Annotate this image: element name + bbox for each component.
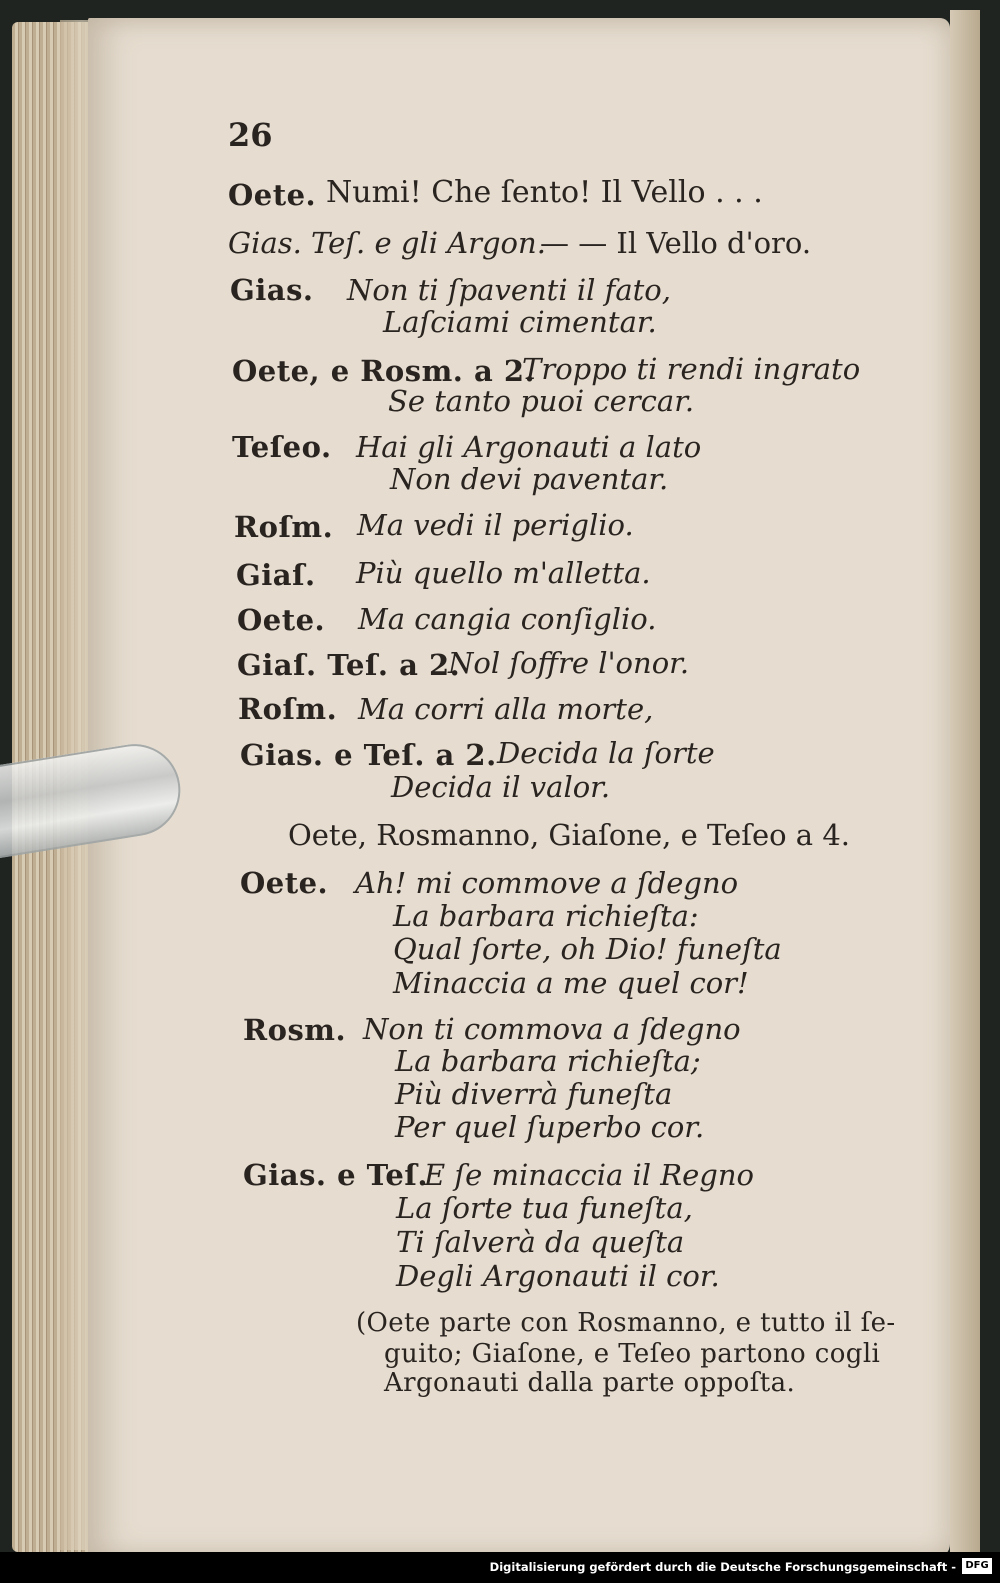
- footer-credit: Digitalisierung gefördert durch die Deutsche Forschungsgemeinschaft -: [489, 1560, 956, 1574]
- verse-line: Hai gli Argonauti a lato: [356, 430, 702, 464]
- speaker: Oete, e Rosm. a 2.: [232, 354, 536, 388]
- verse-line: Non devi paventar.: [390, 462, 669, 496]
- speaker: Gias.: [230, 273, 314, 307]
- facing-page-edge: [950, 10, 980, 1570]
- verse-line: Più diverrà funeſta: [395, 1077, 673, 1111]
- speaker: Giaſ.: [236, 558, 316, 592]
- verse-line: Qual ſorte, oh Dio! funeſta: [393, 932, 782, 966]
- verse-line: Ah! mi commove a ſdegno: [355, 866, 739, 900]
- stage-direction-line: guito; Giaſone, e Teſeo partono cogli: [384, 1339, 881, 1369]
- speaker: Roſm.: [234, 510, 334, 544]
- dfg-logo: DFG: [962, 1558, 992, 1574]
- speaker: Gias. e Teſ. a 2.: [240, 738, 497, 772]
- verse-line: Laſciami cimentar.: [383, 305, 657, 339]
- footer-bar: [0, 1552, 1000, 1583]
- page-holder-clip: [0, 768, 178, 918]
- speaker: Oete.: [237, 603, 326, 637]
- verse-line: Minaccia a me quel cor!: [393, 966, 749, 1000]
- stage-direction-line: (Oete parte con Rosmanno, e tutto il ſe-: [356, 1308, 896, 1338]
- verse-line: Decida il valor.: [391, 770, 611, 804]
- verse-line: La ſorte tua funeſta,: [396, 1191, 693, 1225]
- verse-line: La barbara richieſta:: [393, 899, 699, 933]
- speaker: Oete.: [228, 178, 317, 212]
- quartet-heading: Oete, Rosmanno, Giaſone, e Teſeo a 4.: [288, 818, 850, 852]
- verse-line: Ma corri alla morte,: [358, 692, 654, 726]
- speaker: Gias. Teſ. e gli Argon.: [228, 226, 546, 260]
- verse-line: Nol ſoffre l'onor.: [448, 646, 690, 680]
- verse-line: Ti ſalverà da queſta: [396, 1225, 685, 1259]
- verse-line: Decida la ſorte: [497, 736, 715, 770]
- verse-line: Per quel ſuperbo cor.: [395, 1110, 705, 1144]
- speaker: Oete.: [240, 866, 329, 900]
- verse-line: Ma cangia conſiglio.: [358, 602, 657, 636]
- speaker: Giaſ. Teſ. a 2.: [237, 648, 461, 682]
- verse-line: Se tanto puoi cercar.: [388, 384, 695, 418]
- verse-line: Più quello m'alletta.: [356, 556, 651, 590]
- speaker: Teſeo.: [232, 430, 332, 464]
- verse-line: Degli Argonauti il cor.: [396, 1259, 720, 1293]
- verse-line: — — Il Vello d'oro.: [540, 226, 812, 260]
- speaker: Roſm.: [238, 692, 338, 726]
- verse-line: Non ti ſpaventi il fato,: [347, 273, 671, 307]
- stage-direction-line: Argonauti dalla parte oppoſta.: [384, 1368, 796, 1398]
- verse-line: E ſe minaccia il Regno: [424, 1158, 754, 1192]
- verse-line: Numi! Che ſento! Il Vello . . .: [326, 175, 763, 210]
- speaker: Gias. e Teſ.: [243, 1158, 428, 1192]
- verse-line: Ma vedi il periglio.: [357, 508, 634, 542]
- page-number: 26: [228, 116, 273, 154]
- verse-line: Troppo ti rendi ingrato: [522, 352, 861, 386]
- speaker: Rosm.: [243, 1013, 347, 1047]
- verse-line: La barbara richieſta;: [395, 1044, 701, 1078]
- verse-line: Non ti commova a ſdegno: [363, 1012, 741, 1046]
